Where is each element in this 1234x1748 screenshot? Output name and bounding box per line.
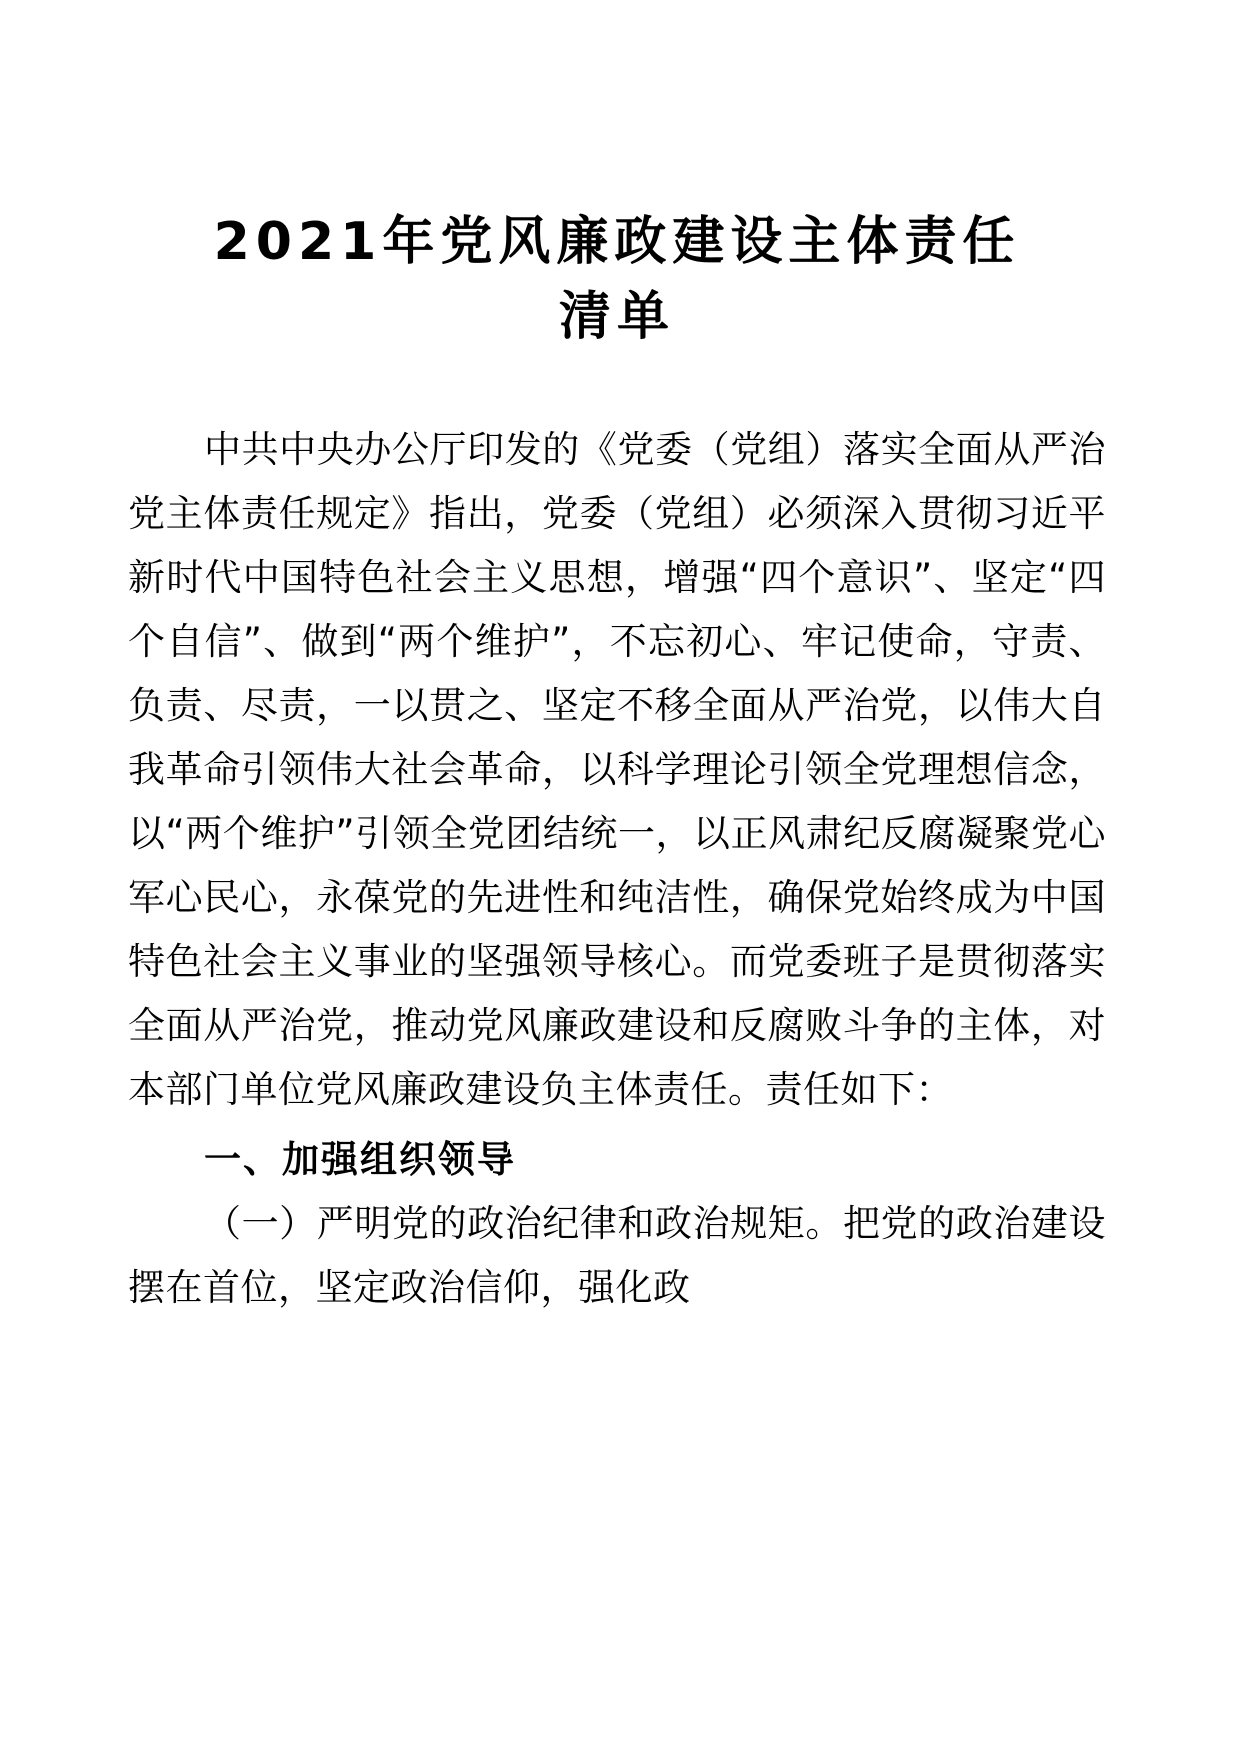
section-heading-1: 一、加强组织领导 — [204, 1137, 516, 1181]
subsection-paragraph-1: （一）严明党的政治纪律和政治规矩。把党的政治建设摆在首位，坚定政治信仰，强化政 — [128, 1201, 1106, 1309]
title-line-2: 清单 — [558, 287, 675, 348]
intro-paragraph: 中共中央办公厅印发的《党委（党组）落实全面从严治党主体责任规定》指出，党委（党组）必须深入贯彻习近平新时代中国特色社会主义思想，增强“四个意识”、坚定“四个自信”、做到“两个维护”，不忘初心、牢记使命，守责、负责、尽责，一以贯之、坚定不移全面从严治党，以伟大自我革命引领伟大社会革命，以科学理论引领全党理想信念，以“两个维护”引领全党团结统一，以正风肃纪反腐凝聚党心军心民心，永葆党的先进性和纯洁性，确保党始终成为中国特色社会主义事业的坚强领导核心。而党委班子是贯彻落实全面从严治党，推动党风廉政建设和反腐败斗争的主体，对本部门单位党风廉政建设负主体责任。责任如下： — [128, 427, 1106, 1111]
title-line-1: 2021年党风廉政建设主体责任 — [213, 212, 1021, 272]
page-title — [128, 205, 1106, 356]
